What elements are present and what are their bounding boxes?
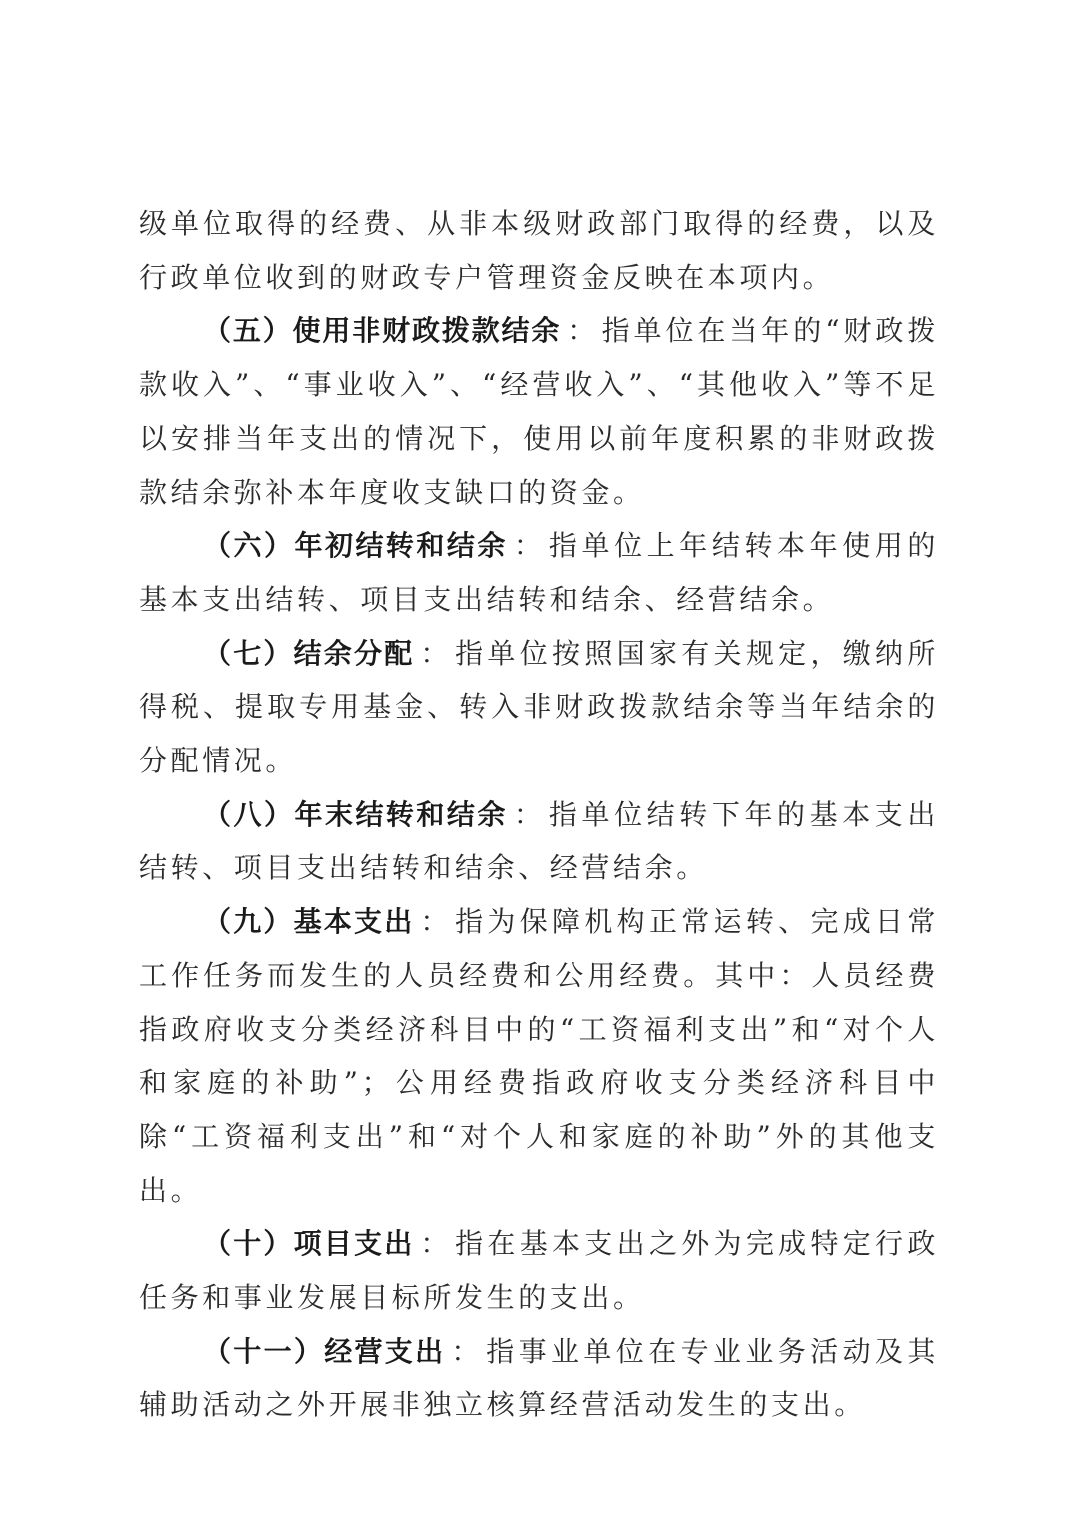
paragraph-item-7 [139, 627, 939, 788]
paragraph-text: 指单位结转下年的基本支出结转、项目支出结转和结余、经营结余。 [139, 797, 939, 885]
paragraph-text: 指单位按照国家有关规定，缴纳所得税、提取专用基金、转入非财政拨款结余等当年结余的分配情况。 [139, 636, 939, 778]
paragraph-item-8 [139, 788, 939, 895]
item-heading: （十）项目支出 [203, 1227, 415, 1261]
paragraph-item-6 [139, 519, 939, 626]
paragraph-item-11 [139, 1325, 939, 1432]
item-separator: ： [420, 905, 450, 939]
paragraph-text: 指为保障机构正常运转、完成日常工作任务而发生的人员经费和公用经费。其中：人员经费指政府收支分类经济科目中的“工资福利支出”和“对个人和家庭的补助”；公用经费指政府收支分类经济科目中除“工资福利支出”和“对个人和家庭的补助”外的其他支出。 [139, 905, 939, 1207]
item-heading: （十一）经营支出 [203, 1334, 446, 1368]
item-heading: （七）结余分配 [203, 636, 415, 670]
paragraph-text: 指单位上年结转本年使用的基本支出结转、项目支出结转和结余、经营结余。 [139, 529, 939, 616]
paragraph-text: 指事业单位在专业业务活动及其辅助活动之外开展非独立核算经营活动发生的支出。 [139, 1334, 939, 1422]
paragraph-continuation [139, 197, 939, 304]
item-heading: （六）年初结转和结余 [203, 529, 508, 563]
item-separator: ： [451, 1334, 481, 1368]
item-separator: ： [420, 636, 450, 670]
paragraph-item-5 [139, 304, 939, 519]
paragraph-text: 指在基本支出之外为完成特定行政任务和事业发展目标所发生的支出。 [139, 1227, 939, 1315]
document-body [139, 197, 939, 1432]
item-heading: （五）使用非财政拨款结余 [203, 314, 562, 348]
item-separator: ： [513, 529, 543, 563]
paragraph-item-9 [139, 895, 939, 1217]
paragraph-item-10 [139, 1217, 939, 1324]
item-separator: ： [513, 797, 543, 831]
item-heading: （九）基本支出 [203, 905, 415, 939]
paragraph-text: 级单位取得的经费、从非本级财政部门取得的经费，以及行政单位收到的财政专户管理资金反映在本项内。 [139, 207, 939, 294]
paragraph-text: 指单位在当年的“财政拨款收入”、“事业收入”、“经营收入”、“其他收入”等不足以安排当年支出的情况下，使用以前年度积累的非财政拨款结余弥补本年度收支缺口的资金。 [139, 314, 939, 509]
item-heading: （八）年末结转和结余 [203, 797, 508, 831]
item-separator: ： [567, 314, 596, 348]
item-separator: ： [420, 1227, 450, 1261]
